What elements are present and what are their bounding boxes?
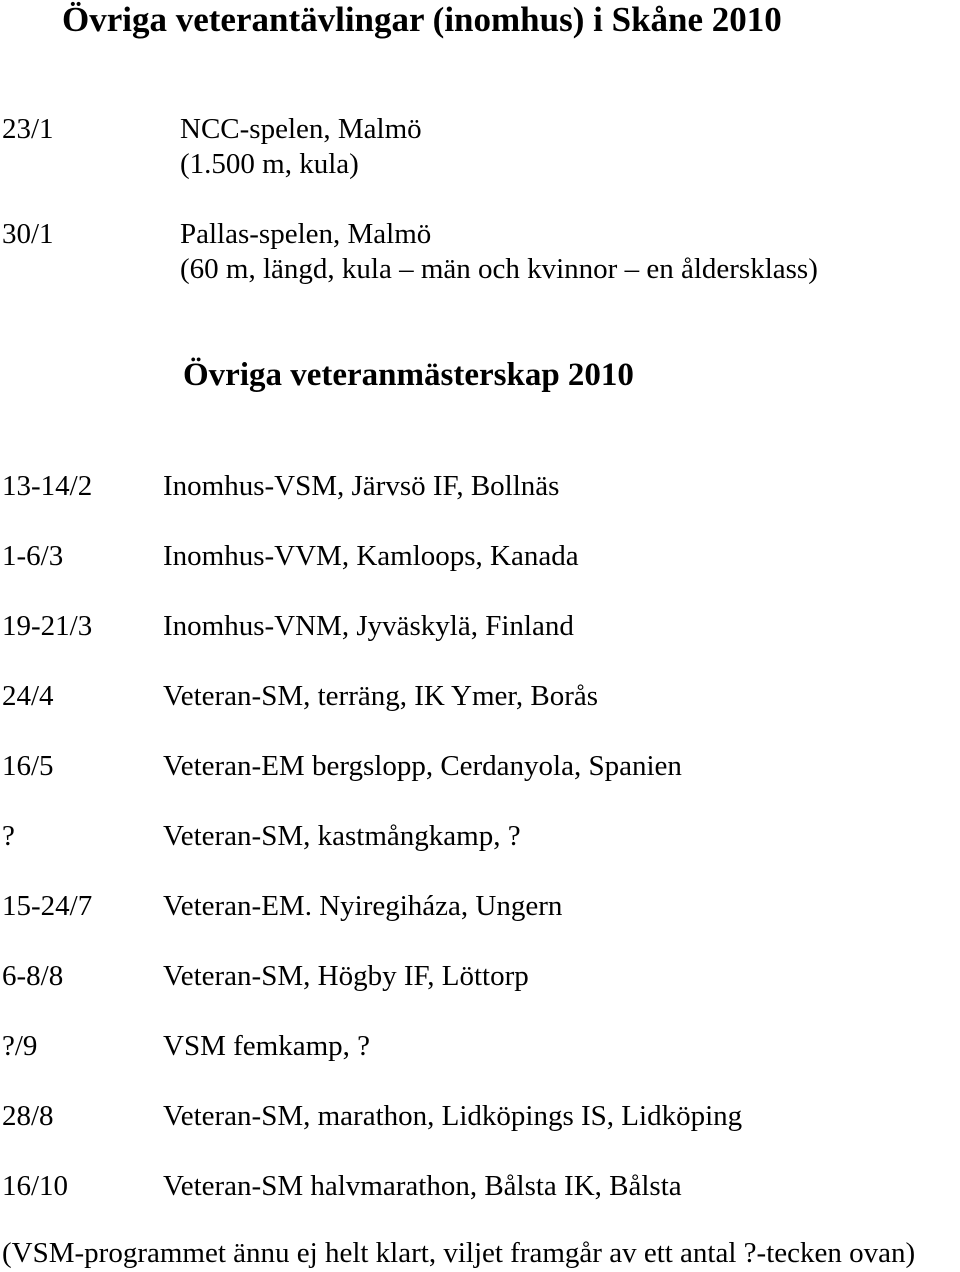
page-title: Övriga veterantävlingar (inomhus) i Skåne 2010 [62,0,782,39]
championship-name: VSM femkamp, ? [163,1030,370,1062]
competition-name: NCC-spelen, Malmö [180,113,422,145]
footnote: (VSM-programmet ännu ej helt klart, viljet framgår av ett antal ?-tecken ovan) [2,1237,916,1269]
championship-name: Veteran-EM. Nyiregiháza, Ungern [163,890,563,922]
championship-name: Inomhus-VNM, Jyväskylä, Finland [163,610,574,642]
competition-details: (1.500 m, kula) [180,148,359,180]
championship-date: 19-21/3 [2,610,93,642]
championship-date: ? [2,820,15,852]
championship-name: Inomhus-VSM, Järvsö IF, Bollnäs [163,470,560,502]
championship-date: 16/5 [2,750,54,782]
championship-name: Veteran-SM, terräng, IK Ymer, Borås [163,680,599,712]
championship-name: Veteran-EM bergslopp, Cerdanyola, Spanien [163,750,682,782]
competition-details: (60 m, längd, kula – män och kvinnor – en åldersklass) [180,253,818,285]
championship-name: Veteran-SM, kastmångkamp, ? [163,820,521,852]
championship-date: ?/9 [2,1030,38,1062]
competition-name: Pallas-spelen, Malmö [180,218,432,250]
championship-date: 13-14/2 [2,470,93,502]
championship-date: 6-8/8 [2,960,64,992]
championship-date: 15-24/7 [2,890,93,922]
championship-name: Veteran-SM, marathon, Lidköpings IS, Lidköping [163,1100,743,1132]
championship-date: 1-6/3 [2,540,64,572]
competition-date: 30/1 [2,218,54,250]
championship-name: Veteran-SM, Högby IF, Löttorp [163,960,529,992]
championship-name: Inomhus-VVM, Kamloops, Kanada [163,540,579,572]
championship-date: 16/10 [2,1170,69,1202]
competition-date: 23/1 [2,113,54,145]
championship-date: 24/4 [2,680,54,712]
section-heading: Övriga veteranmästerskap 2010 [183,357,634,393]
championship-name: Veteran-SM halvmarathon, Bålsta IK, Bålsta [163,1170,682,1202]
championship-date: 28/8 [2,1100,54,1132]
